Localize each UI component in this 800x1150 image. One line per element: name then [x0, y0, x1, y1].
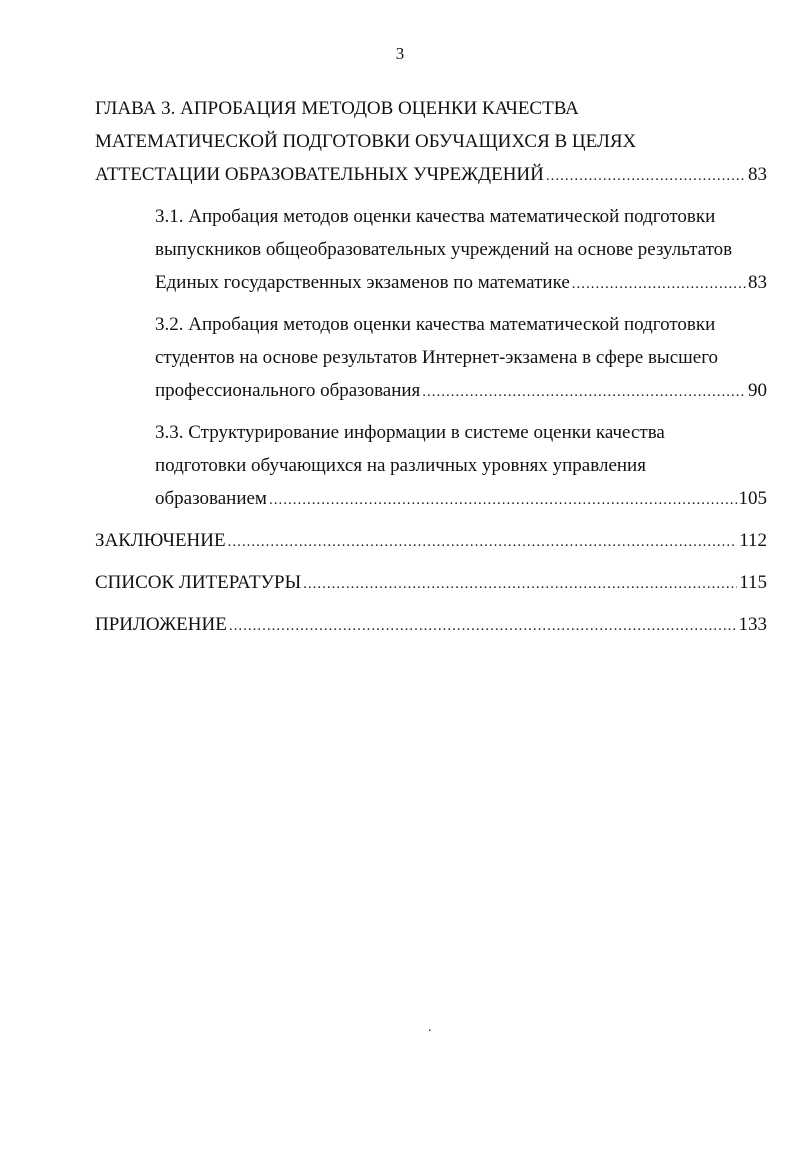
toc-page-ref: 83: [748, 164, 767, 185]
toc-page-ref: 112: [739, 530, 767, 551]
dot-leader: [546, 160, 746, 193]
toc-entry-conclusion: [95, 524, 767, 559]
toc-entry-title: СПИСОК ЛИТЕРАТУРЫ: [95, 572, 302, 593]
toc-entry-line: выпускников общеобразовательных учреждений на основе результатов: [155, 239, 733, 260]
dot-leader: [228, 526, 738, 559]
toc-page-ref: 133: [738, 614, 767, 635]
table-of-contents: [95, 92, 767, 650]
toc-entry-line: студентов на основе результатов Интернет-экзамена в сфере высшего: [155, 347, 719, 368]
toc-entry-line: Единых государственных экзаменов по математике: [155, 272, 570, 293]
dot-leader: [269, 484, 737, 517]
toc-entry-line: 3.1. Апробация методов оценки качества математической подготовки: [155, 206, 716, 227]
toc-entry-title: ПРИЛОЖЕНИЕ: [95, 614, 227, 635]
dot-leader: [303, 568, 737, 601]
dot-leader: [572, 268, 746, 301]
toc-entry-appendix: [95, 608, 767, 643]
toc-entry-line: МАТЕМАТИЧЕСКОЙ ПОДГОТОВКИ ОБУЧАЩИХСЯ В ЦЕЛЯХ: [95, 131, 637, 152]
toc-entry-chapter-3: [95, 92, 767, 193]
toc-entry-line: АТТЕСТАЦИИ ОБРАЗОВАТЕЛЬНЫХ УЧРЕЖДЕНИЙ: [95, 164, 544, 185]
dot-leader: [422, 376, 746, 409]
toc-page-ref: 83: [748, 272, 767, 293]
toc-entry-section-3-2: [95, 308, 767, 409]
page-number: 3: [395, 44, 405, 63]
toc-entry-line: образованием: [155, 488, 267, 509]
toc-page-ref: 105: [738, 488, 767, 509]
toc-entry-references: [95, 566, 767, 601]
toc-entry-line: подготовки обучающихся на различных уровнях управления: [155, 455, 646, 476]
toc-entry-section-3-1: [95, 200, 767, 301]
toc-entry-line: 3.2. Апробация методов оценки качества математической подготовки: [155, 314, 716, 335]
toc-entry-line: 3.3. Структурирование информации в системе оценки качества: [155, 422, 665, 443]
toc-entry-line: профессионального образования: [155, 380, 421, 401]
toc-entry-title: ЗАКЛЮЧЕНИЕ: [95, 530, 226, 551]
scan-speck: .: [428, 1020, 432, 1035]
toc-entry-line: ГЛАВА 3. АПРОБАЦИЯ МЕТОДОВ ОЦЕНКИ КАЧЕСТВА: [95, 98, 579, 119]
dot-leader: [229, 610, 737, 643]
toc-page-ref: 90: [748, 380, 767, 401]
toc-page-ref: 115: [739, 572, 767, 593]
toc-entry-section-3-3: [95, 416, 767, 517]
